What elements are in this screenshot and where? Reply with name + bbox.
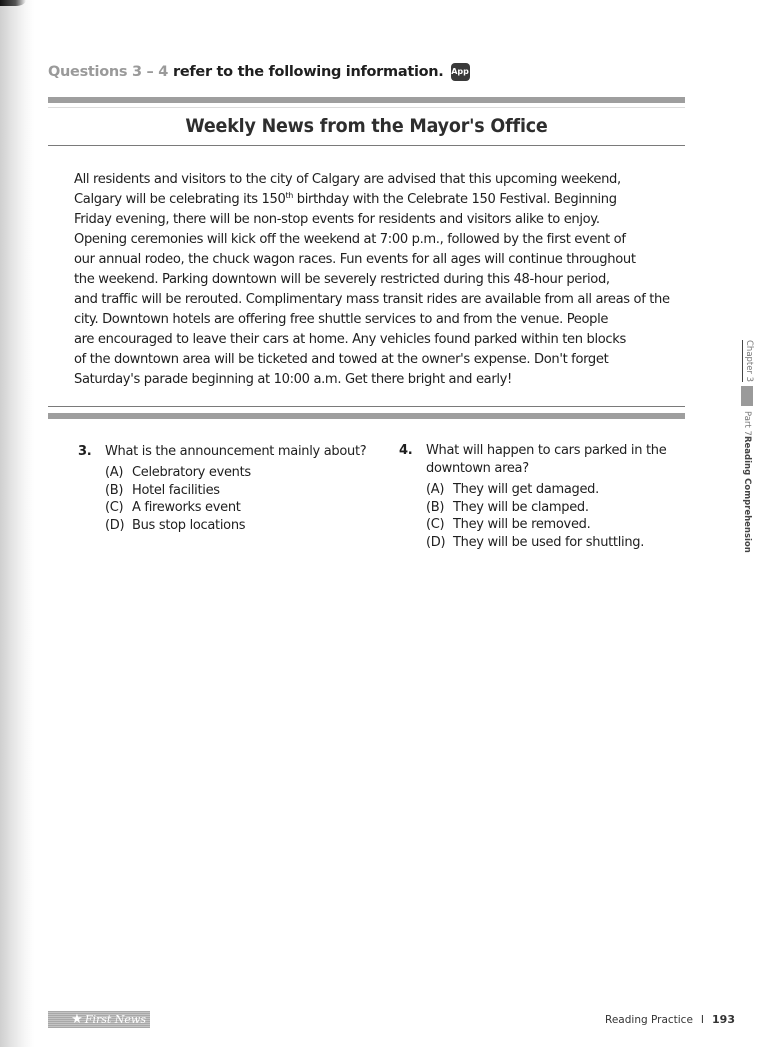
side-tab-section: Reading Comprehension bbox=[742, 436, 752, 553]
answer-option-d[interactable] bbox=[426, 534, 689, 552]
article-line: All residents and visitors to the city of Calgary are advised that this upcoming weekend, bbox=[74, 172, 621, 187]
article-text: birthday with the Celebrate 150 Festival. Beginning bbox=[292, 192, 617, 207]
article-line: and traffic will be rerouted. Complimentary mass transit rides are available from all areas of the bbox=[74, 292, 670, 307]
answer-option-d[interactable] bbox=[105, 517, 378, 535]
question-instruction: refer to the following information. bbox=[173, 64, 444, 80]
article-line: Saturday's parade beginning at 10:00 a.m. Get there bright and early! bbox=[74, 372, 512, 387]
publisher-logo bbox=[48, 1011, 150, 1028]
questions-heading bbox=[48, 63, 470, 81]
book-binding-shadow bbox=[0, 0, 34, 1047]
article-title: Weekly News from the Mayor's Office bbox=[185, 115, 548, 137]
answer-option-b[interactable] bbox=[105, 482, 378, 500]
option-text: Celebratory events bbox=[132, 465, 251, 480]
article-line: city. Downtown hotels are offering free shuttle services to and from the venue. People bbox=[74, 312, 609, 327]
bottom-divider-thick bbox=[48, 413, 685, 419]
option-text: Hotel facilities bbox=[132, 482, 220, 498]
publisher-logo-text: First News bbox=[84, 1013, 146, 1026]
answer-options bbox=[105, 464, 378, 534]
option-text: They will get damaged. bbox=[453, 482, 599, 497]
question-3 bbox=[78, 443, 378, 534]
question-text: What is the announcement mainly about? bbox=[105, 444, 367, 459]
question-text: What will happen to cars parked in the downtown area? bbox=[426, 443, 667, 476]
option-letter: (D) bbox=[426, 534, 446, 550]
answer-options bbox=[426, 481, 689, 551]
option-letter: (A) bbox=[105, 465, 124, 480]
app-badge-icon: App bbox=[451, 63, 470, 81]
question-number: 3. bbox=[78, 444, 92, 459]
top-divider-thick bbox=[48, 97, 685, 103]
option-letter: (A) bbox=[426, 482, 445, 497]
footer-separator: I bbox=[700, 1014, 705, 1026]
answer-option-c[interactable] bbox=[426, 516, 689, 534]
article-line: our annual rodeo, the chuck wagon races. Fun events for all ages will continue throughout bbox=[74, 252, 636, 267]
article-line: Friday evening, there will be non-stop events for residents and visitors alike to enjoy. bbox=[74, 212, 600, 227]
title-underline bbox=[48, 145, 685, 146]
option-letter: (B) bbox=[105, 482, 124, 498]
answer-option-c[interactable] bbox=[105, 499, 378, 517]
article-line: Opening ceremonies will kick off the weekend at 7:00 p.m., followed by the first event of bbox=[74, 232, 626, 247]
option-text: They will be removed. bbox=[453, 517, 591, 532]
option-letter: (C) bbox=[426, 517, 445, 532]
article-line bbox=[74, 190, 694, 210]
side-tab-part: Part 7 bbox=[742, 411, 752, 436]
article-line: the weekend. Parking downtown will be severely restricted during this 48-hour period, bbox=[74, 272, 610, 287]
article-line: are encouraged to leave their cars at home. Any vehicles found parked within ten blocks bbox=[74, 332, 626, 347]
option-letter: (B) bbox=[426, 499, 445, 515]
ordinal-suffix: th bbox=[285, 191, 293, 200]
option-letter: (D) bbox=[105, 517, 125, 533]
top-divider-faint bbox=[48, 107, 685, 108]
article-text: Calgary will be celebrating its 150 bbox=[74, 192, 286, 207]
side-tab-marker bbox=[741, 386, 753, 406]
side-tab-chapter: Chapter 3 bbox=[744, 340, 754, 383]
star-icon: ★ bbox=[71, 1012, 83, 1027]
page-number: 193 bbox=[712, 1013, 735, 1026]
article-body bbox=[74, 170, 694, 390]
question-number: 4. bbox=[399, 443, 413, 458]
answer-option-b[interactable] bbox=[426, 499, 689, 517]
option-text: A fireworks event bbox=[132, 500, 241, 515]
article-line: of the downtown area will be ticketed and towed at the owner's expense. Don't forget bbox=[74, 352, 609, 367]
answer-option-a[interactable] bbox=[105, 464, 378, 482]
option-text: They will be clamped. bbox=[453, 499, 589, 515]
option-letter: (C) bbox=[105, 500, 124, 515]
bottom-divider-thin bbox=[48, 406, 685, 407]
option-text: Bus stop locations bbox=[132, 517, 246, 533]
question-4 bbox=[399, 442, 689, 551]
answer-option-a[interactable] bbox=[426, 481, 689, 499]
page-footer bbox=[605, 1013, 735, 1026]
footer-section: Reading Practice bbox=[605, 1014, 693, 1026]
question-range: Questions 3 – 4 bbox=[48, 64, 169, 80]
option-text: They will be used for shuttling. bbox=[453, 534, 645, 550]
